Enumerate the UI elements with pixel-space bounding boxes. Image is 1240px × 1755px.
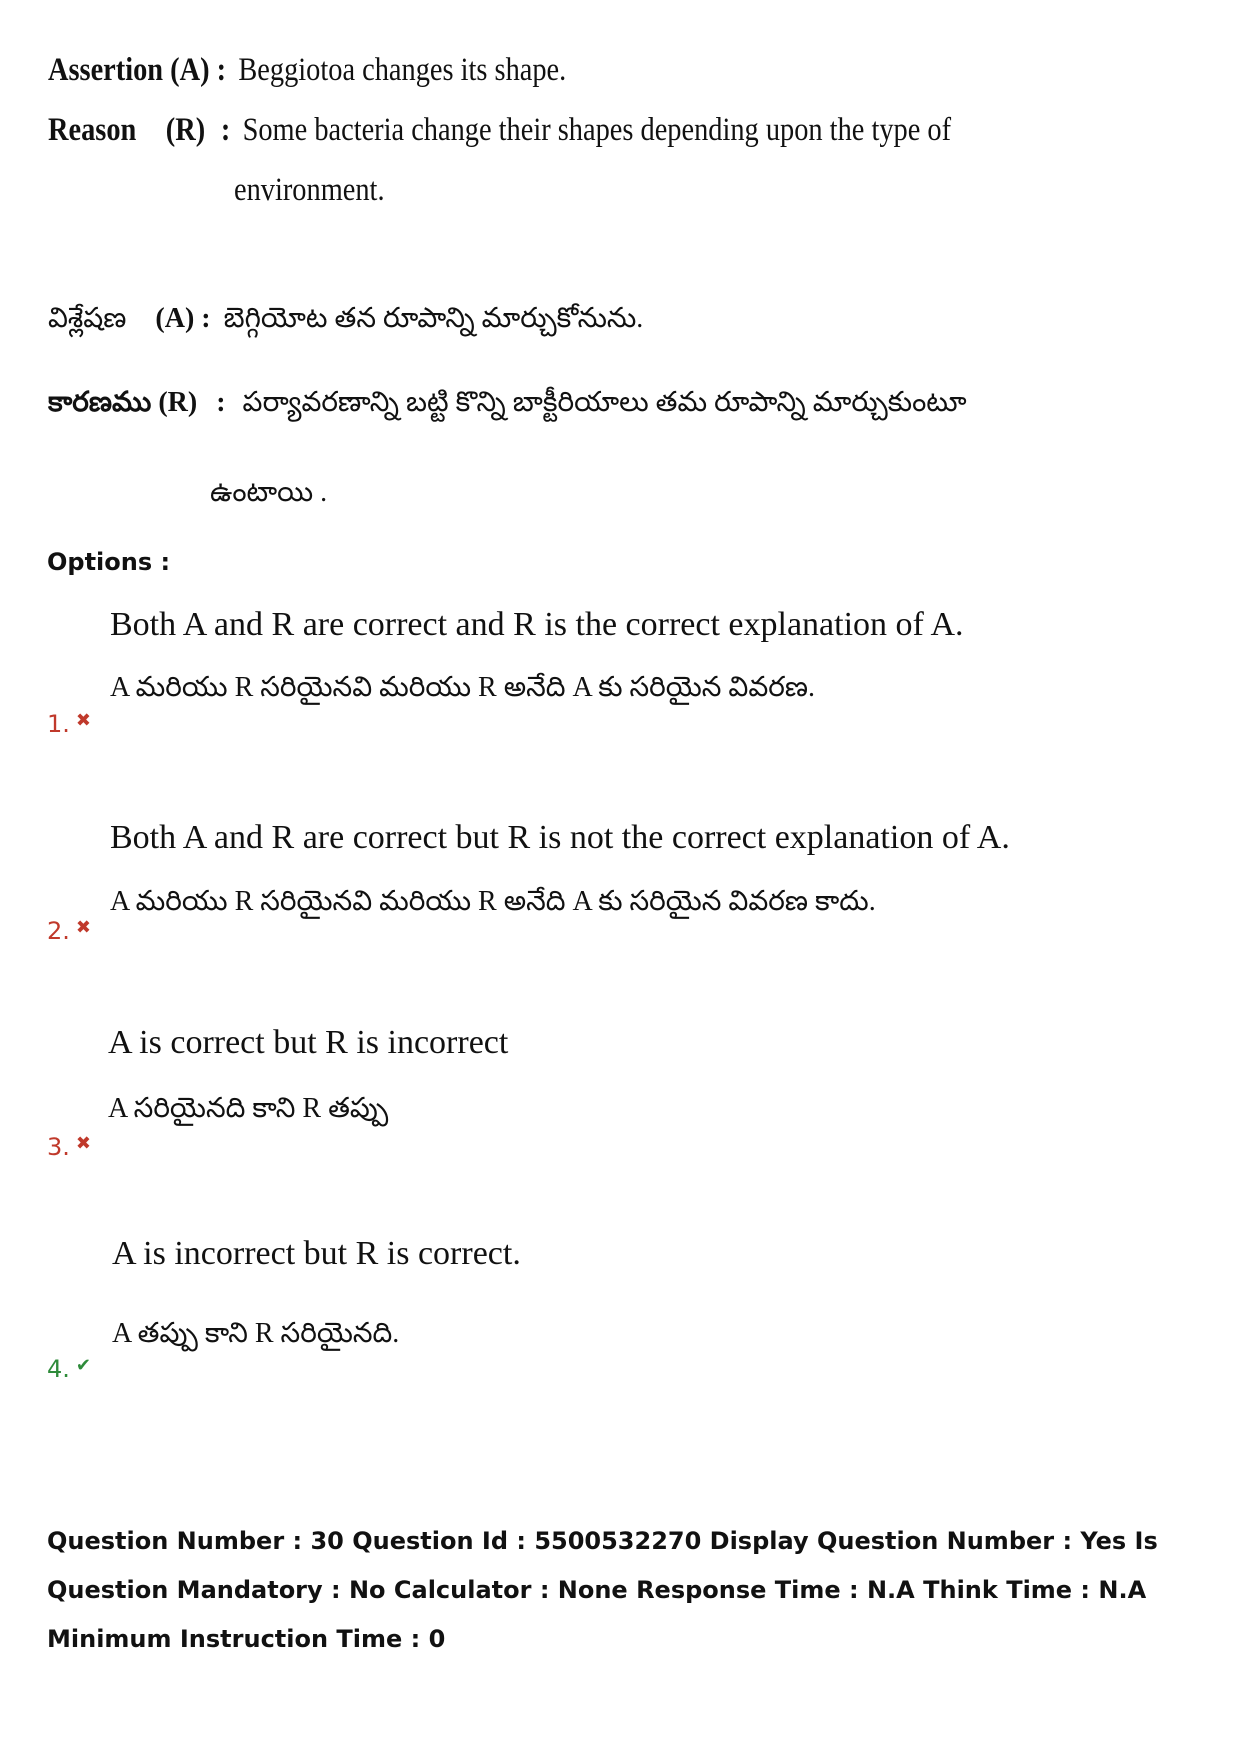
option-2-number-text: 2. [47, 917, 70, 945]
reason-colon: : [220, 112, 231, 148]
te-reason-line1: పర్యావరణాన్ని బట్టి కొన్ని బాక్టీరియాలు తమ రూపాన్ని మార్చుకుంటూ [242, 387, 967, 418]
reason-label: Reason [48, 112, 137, 148]
option-3-te: A సరియైనది కాని R తప్పు [108, 1093, 389, 1124]
option-2-en: Both A and R are correct but R is not the correct explanation of A. [110, 819, 1010, 856]
option-4-number-text: 4. [47, 1355, 70, 1383]
reason-text-line1: Some bacteria change their shapes depending upon the type of [242, 112, 952, 148]
options-title: Options : [47, 548, 171, 576]
check-icon: ✔ [75, 1355, 91, 1376]
reason-line [48, 112, 951, 149]
option-1-te: A మరియు R సరియైనవి మరియు R అనేది A కు సరియైన వివరణ. [110, 672, 815, 703]
option-4-te: A తప్పు కాని R సరియైనది. [112, 1318, 400, 1349]
option-2-te: A మరియు R సరియైనవి మరియు R అనేది A కు సరియైన వివరణ కాదు. [110, 886, 876, 917]
cross-icon: ✖ [75, 1133, 91, 1154]
te-reason-label: కారణము (R) [48, 387, 198, 418]
te-assertion-label: విశ్లేషణ [48, 303, 127, 334]
te-reason-line [48, 387, 967, 425]
reason-r: (R) [165, 112, 206, 148]
option-1-number-text: 1. [47, 710, 70, 738]
option-4-number [47, 1355, 91, 1383]
te-reason-colon: : [216, 387, 226, 418]
assertion-line [48, 52, 566, 89]
te-reason-line2: ఉంటాయి . [210, 477, 328, 508]
te-assertion-line [48, 303, 643, 341]
option-1-en: Both A and R are correct and R is the correct explanation of A. [110, 606, 964, 643]
option-3-en: A is correct but R is incorrect [108, 1024, 509, 1061]
option-3-number-text: 3. [47, 1133, 70, 1161]
reason-text-line2: environment. [234, 172, 385, 208]
option-3-number [47, 1133, 91, 1161]
te-assertion-text: బెగ్గియోట తన రూపాన్ని మార్చుకోనును. [223, 303, 644, 334]
cross-icon: ✖ [75, 917, 91, 938]
option-1-number [47, 710, 91, 738]
option-4-en: A is incorrect but R is correct. [112, 1235, 521, 1272]
question-meta: Question Number : 30 Question Id : 5500532270 Display Question Number : Yes Is Question Mandatory : No Calculator : None Response Time : N.A Think Time : N.A Minimum Instruction Time : 0 [47, 1527, 1158, 1653]
te-assertion-a: (A) : [155, 303, 211, 334]
cross-icon: ✖ [75, 710, 91, 731]
option-2-number [47, 917, 91, 945]
assertion-text: Beggiotoa changes its shape. [238, 52, 567, 88]
assertion-label: Assertion (A) : [48, 52, 227, 88]
